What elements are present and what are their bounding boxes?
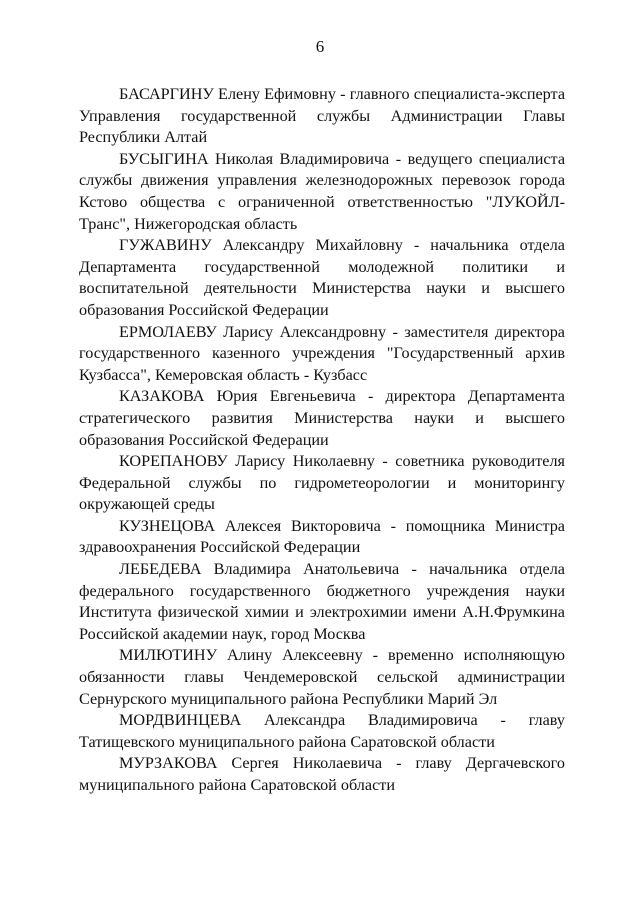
- page-number: 6: [315, 37, 325, 56]
- list-item: КОРЕПАНОВУ Ларису Николаевну - советника руководителя Федеральной службы по гидрометеорологии и мониторингу окружающей среды: [79, 452, 565, 514]
- list-item: КУЗНЕЦОВА Алексея Викторовича - помощника Министра здравоохранения Российской Федерации: [79, 516, 565, 557]
- award-list: [79, 84, 565, 797]
- list-item: БУСЫГИНА Николая Владимировича - ведущего специалиста службы движения управления железнодорожных перевозок города Кстово общества с ограниченной ответственностью "ЛУКОЙЛ-Транс", Нижегородская область: [79, 149, 565, 233]
- list-item: МОРДВИНЦЕВА Александра Владимировича - главу Татищевского муниципального района Саратовской области: [79, 711, 565, 751]
- list-item: КАЗАКОВА Юрия Евгеньевича - директора Департамента стратегического развития Министерства науки и высшего образования Российской Федерации: [79, 387, 565, 449]
- list-item: ЛЕБЕДЕВА Владимира Анатольевича - начальника отдела федерального государственного бюджетного учреждения науки Института физической химии и электрохимии имени А.Н.Фрумкина Российской академии наук, город Москва: [79, 560, 565, 643]
- list-item: ЕРМОЛАЕВУ Ларису Александровну - заместителя директора государственного казенного учреждения "Государственный архив Кузбасса", Кемеровская область - Кузбасс: [79, 322, 565, 384]
- list-item: ГУЖАВИНУ Александру Михайловну - начальника отдела Департамента государственной молодежной политики и воспитательной деятельности Министерства науки и высшего образования Российской Федерации: [79, 236, 565, 319]
- list-item: МИЛЮТИНУ Алину Алексеевну - временно исполняющую обязанности главы Чендемеровской сельской администрации Сернурского муниципального района Республики Марий Эл: [79, 646, 565, 708]
- list-item: БАСАРГИНУ Елену Ефимовну - главного специалиста-эксперта Управления государственной службы Администрации Главы Республики Алтай: [79, 85, 565, 147]
- list-item: МУРЗАКОВА Сергея Николаевича - главу Дергачевского муниципального района Саратовской области: [79, 754, 565, 794]
